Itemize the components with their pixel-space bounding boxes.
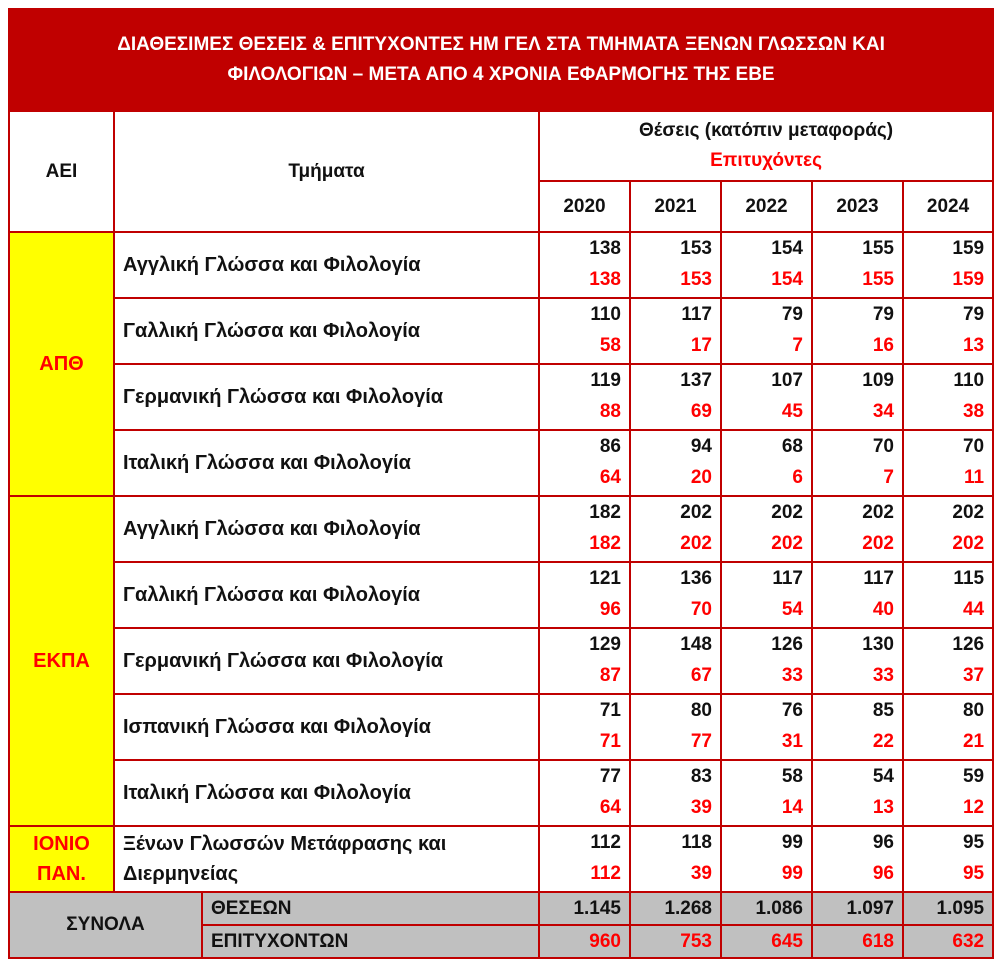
successful-value: 58 — [599, 335, 621, 356]
successful-value: 96 — [872, 863, 894, 884]
successful-value: 159 — [952, 269, 985, 290]
department-name-line-1: Ξένων Γλωσσών Μετάφρασης και — [123, 833, 447, 855]
positions-value: 138 — [589, 238, 621, 259]
title-line-1: ΔΙΑΘΕΣΙΜΕΣ ΘΕΣΕΙΣ & ΕΠΙΤΥΧΟΝΤΕΣ ΗΜ ΓΕΛ ΣΤΑ ΤΜΗΜΑΤΑ ΞΕΝΩΝ ΓΛΩΣΣΩΝ ΚΑΙ — [117, 34, 885, 55]
totals-successful-value: 618 — [812, 925, 903, 958]
aei-cell-ekpa: ΕΚΠΑ — [9, 496, 114, 826]
positions-value: 79 — [962, 304, 985, 325]
totals-positions-value: 1.268 — [630, 892, 721, 925]
positions-value: 202 — [952, 502, 985, 523]
positions-value: 117 — [772, 568, 803, 589]
positions-value: 99 — [781, 832, 803, 853]
positions-value: 77 — [599, 766, 621, 787]
successful-value: 88 — [599, 401, 621, 422]
successful-value: 7 — [792, 335, 803, 356]
successful-value: 69 — [690, 401, 712, 422]
positions-value: 86 — [599, 436, 621, 457]
successful-value: 39 — [690, 863, 712, 884]
successful-value: 45 — [781, 401, 803, 422]
successful-value: 11 — [963, 467, 985, 488]
successful-value: 67 — [690, 665, 712, 686]
positions-value: 119 — [590, 370, 621, 391]
successful-value: 202 — [862, 533, 894, 554]
successful-value: 38 — [962, 401, 985, 422]
successful-value: 6 — [792, 467, 803, 488]
positions-value: 83 — [690, 766, 712, 787]
department-name: Ιταλική Γλώσσα και Φιλολογία — [114, 430, 539, 496]
successful-value: 87 — [599, 665, 621, 686]
year-header: 2023 — [812, 181, 903, 232]
totals-positions-value: 1.097 — [812, 892, 903, 925]
successful-value: 54 — [781, 599, 803, 620]
positions-value: 155 — [862, 238, 894, 259]
positions-value: 76 — [781, 700, 803, 721]
totals-label: ΣΥΝΟΛΑ — [9, 892, 202, 958]
positions-value: 68 — [781, 436, 803, 457]
table-row — [9, 298, 993, 364]
successful-value: 13 — [872, 797, 894, 818]
successful-value: 22 — [872, 731, 894, 752]
successful-value: 64 — [599, 797, 621, 818]
table-row — [9, 364, 993, 430]
positions-value: 58 — [781, 766, 803, 787]
header-departments: Τμήματα — [114, 111, 539, 232]
successful-value: 12 — [962, 797, 985, 818]
positions-value: 71 — [599, 700, 621, 721]
positions-value: 54 — [872, 766, 894, 787]
department-name: Γαλλική Γλώσσα και Φιλολογία — [114, 298, 539, 364]
totals-successful-value: 960 — [539, 925, 630, 958]
year-header: 2024 — [903, 181, 993, 232]
successful-value: 155 — [862, 269, 894, 290]
totals-successful-value: 753 — [630, 925, 721, 958]
totals-positions-value: 1.086 — [721, 892, 812, 925]
positions-value: 154 — [771, 238, 803, 259]
successful-value: 37 — [962, 665, 985, 686]
successful-value: 77 — [690, 731, 712, 752]
successful-value: 153 — [680, 269, 712, 290]
positions-value: 96 — [872, 832, 894, 853]
positions-value: 110 — [953, 370, 985, 391]
positions-value: 148 — [680, 634, 712, 655]
successful-value: 34 — [872, 401, 894, 422]
positions-value: 202 — [862, 502, 894, 523]
totals-positions-label: ΘΕΣΕΩΝ — [202, 892, 539, 925]
totals-successful-value: 632 — [903, 925, 993, 958]
successful-value: 33 — [872, 665, 894, 686]
successful-value: 64 — [599, 467, 621, 488]
aei-ionio-line-2: ΠΑΝ. — [37, 863, 86, 885]
table-container — [8, 8, 992, 959]
positions-value: 70 — [872, 436, 894, 457]
successful-value: 70 — [690, 599, 712, 620]
positions-value: 94 — [690, 436, 712, 457]
positions-value: 136 — [680, 568, 712, 589]
positions-value: 107 — [771, 370, 803, 391]
table-row — [9, 694, 993, 760]
successful-value: 17 — [690, 335, 712, 356]
aei-ionio-line-1: ΙΟΝΙΟ — [33, 833, 90, 855]
positions-value: 59 — [962, 766, 985, 787]
positions-value: 80 — [962, 700, 985, 721]
positions-value: 80 — [690, 700, 712, 721]
department-name: Γερμανική Γλώσσα και Φιλολογία — [114, 364, 539, 430]
successful-value: 33 — [781, 665, 803, 686]
successful-value: 16 — [872, 335, 894, 356]
positions-value: 110 — [590, 304, 621, 325]
department-name-line-2: Διερμηνείας — [123, 863, 239, 885]
year-header: 2022 — [721, 181, 812, 232]
positions-value: 79 — [872, 304, 894, 325]
positions-value: 109 — [862, 370, 894, 391]
successful-value: 154 — [771, 269, 803, 290]
positions-value: 126 — [952, 634, 985, 655]
department-name: Αγγλική Γλώσσα και Φιλολογία — [114, 496, 539, 562]
positions-value: 117 — [681, 304, 712, 325]
successful-value: 202 — [680, 533, 712, 554]
positions-value: 202 — [771, 502, 803, 523]
table-row — [9, 496, 993, 562]
department-name: Αγγλική Γλώσσα και Φιλολογία — [114, 232, 539, 298]
positions-value: 112 — [590, 832, 621, 853]
totals-successful-value: 645 — [721, 925, 812, 958]
header-successful: Επιτυχόντες — [710, 150, 822, 171]
department-name — [114, 826, 539, 892]
positions-value: 70 — [962, 436, 985, 457]
table-row — [9, 562, 993, 628]
positions-value: 129 — [589, 634, 621, 655]
successful-value: 13 — [962, 335, 985, 356]
successful-value: 95 — [962, 863, 985, 884]
successful-value: 99 — [781, 863, 803, 884]
successful-value: 202 — [952, 533, 985, 554]
successful-value: 138 — [589, 269, 621, 290]
header-positions-group — [539, 111, 993, 181]
successful-value: 182 — [589, 533, 621, 554]
totals-positions-value: 1.145 — [539, 892, 630, 925]
table-row — [9, 232, 993, 298]
title-line-2: ΦΙΛΟΛΟΓΙΩΝ – ΜΕΤΑ ΑΠΟ 4 ΧΡΟΝΙΑ ΕΦΑΡΜΟΓΗΣ ΤΗΣ ΕΒΕ — [227, 64, 775, 85]
successful-value: 14 — [781, 797, 803, 818]
positions-value: 202 — [680, 502, 712, 523]
positions-value: 79 — [781, 304, 803, 325]
header-positions: Θέσεις (κατόπιν μεταφοράς) — [638, 120, 894, 141]
positions-value: 115 — [953, 568, 985, 589]
department-name: Ιταλική Γλώσσα και Φιλολογία — [114, 760, 539, 826]
aei-cell-apth: ΑΠΘ — [9, 232, 114, 496]
totals-successful-label: ΕΠΙΤΥΧΟΝΤΩΝ — [202, 925, 539, 958]
successful-value: 44 — [962, 599, 985, 620]
department-name: Γερμανική Γλώσσα και Φιλολογία — [114, 628, 539, 694]
header-aei: ΑΕΙ — [9, 111, 114, 232]
positions-value: 137 — [680, 370, 712, 391]
successful-value: 31 — [781, 731, 803, 752]
positions-value: 121 — [589, 568, 621, 589]
year-header: 2021 — [630, 181, 721, 232]
table-row — [9, 826, 993, 892]
positions-value: 182 — [589, 502, 621, 523]
positions-value: 130 — [862, 634, 894, 655]
successful-value: 20 — [690, 467, 712, 488]
table-row — [9, 760, 993, 826]
successful-value: 21 — [962, 731, 985, 752]
successful-value: 112 — [590, 863, 621, 884]
positions-value: 159 — [952, 238, 985, 259]
successful-value: 202 — [771, 533, 803, 554]
table-row — [9, 628, 993, 694]
successful-value: 71 — [599, 731, 621, 752]
successful-value: 39 — [690, 797, 712, 818]
table-title — [9, 9, 993, 111]
successful-value: 40 — [872, 599, 894, 620]
successful-value: 7 — [883, 467, 894, 488]
data-table — [8, 8, 994, 959]
year-header: 2020 — [539, 181, 630, 232]
department-name: Γαλλική Γλώσσα και Φιλολογία — [114, 562, 539, 628]
positions-value: 117 — [863, 568, 894, 589]
department-name: Ισπανική Γλώσσα και Φιλολογία — [114, 694, 539, 760]
positions-value: 95 — [962, 832, 985, 853]
positions-value: 153 — [680, 238, 712, 259]
positions-value: 85 — [872, 700, 894, 721]
aei-cell-ionio — [9, 826, 114, 892]
positions-value: 126 — [771, 634, 803, 655]
positions-value: 118 — [681, 832, 712, 853]
successful-value: 96 — [599, 599, 621, 620]
totals-positions-value: 1.095 — [903, 892, 993, 925]
table-row — [9, 430, 993, 496]
totals-row-positions — [9, 892, 993, 925]
